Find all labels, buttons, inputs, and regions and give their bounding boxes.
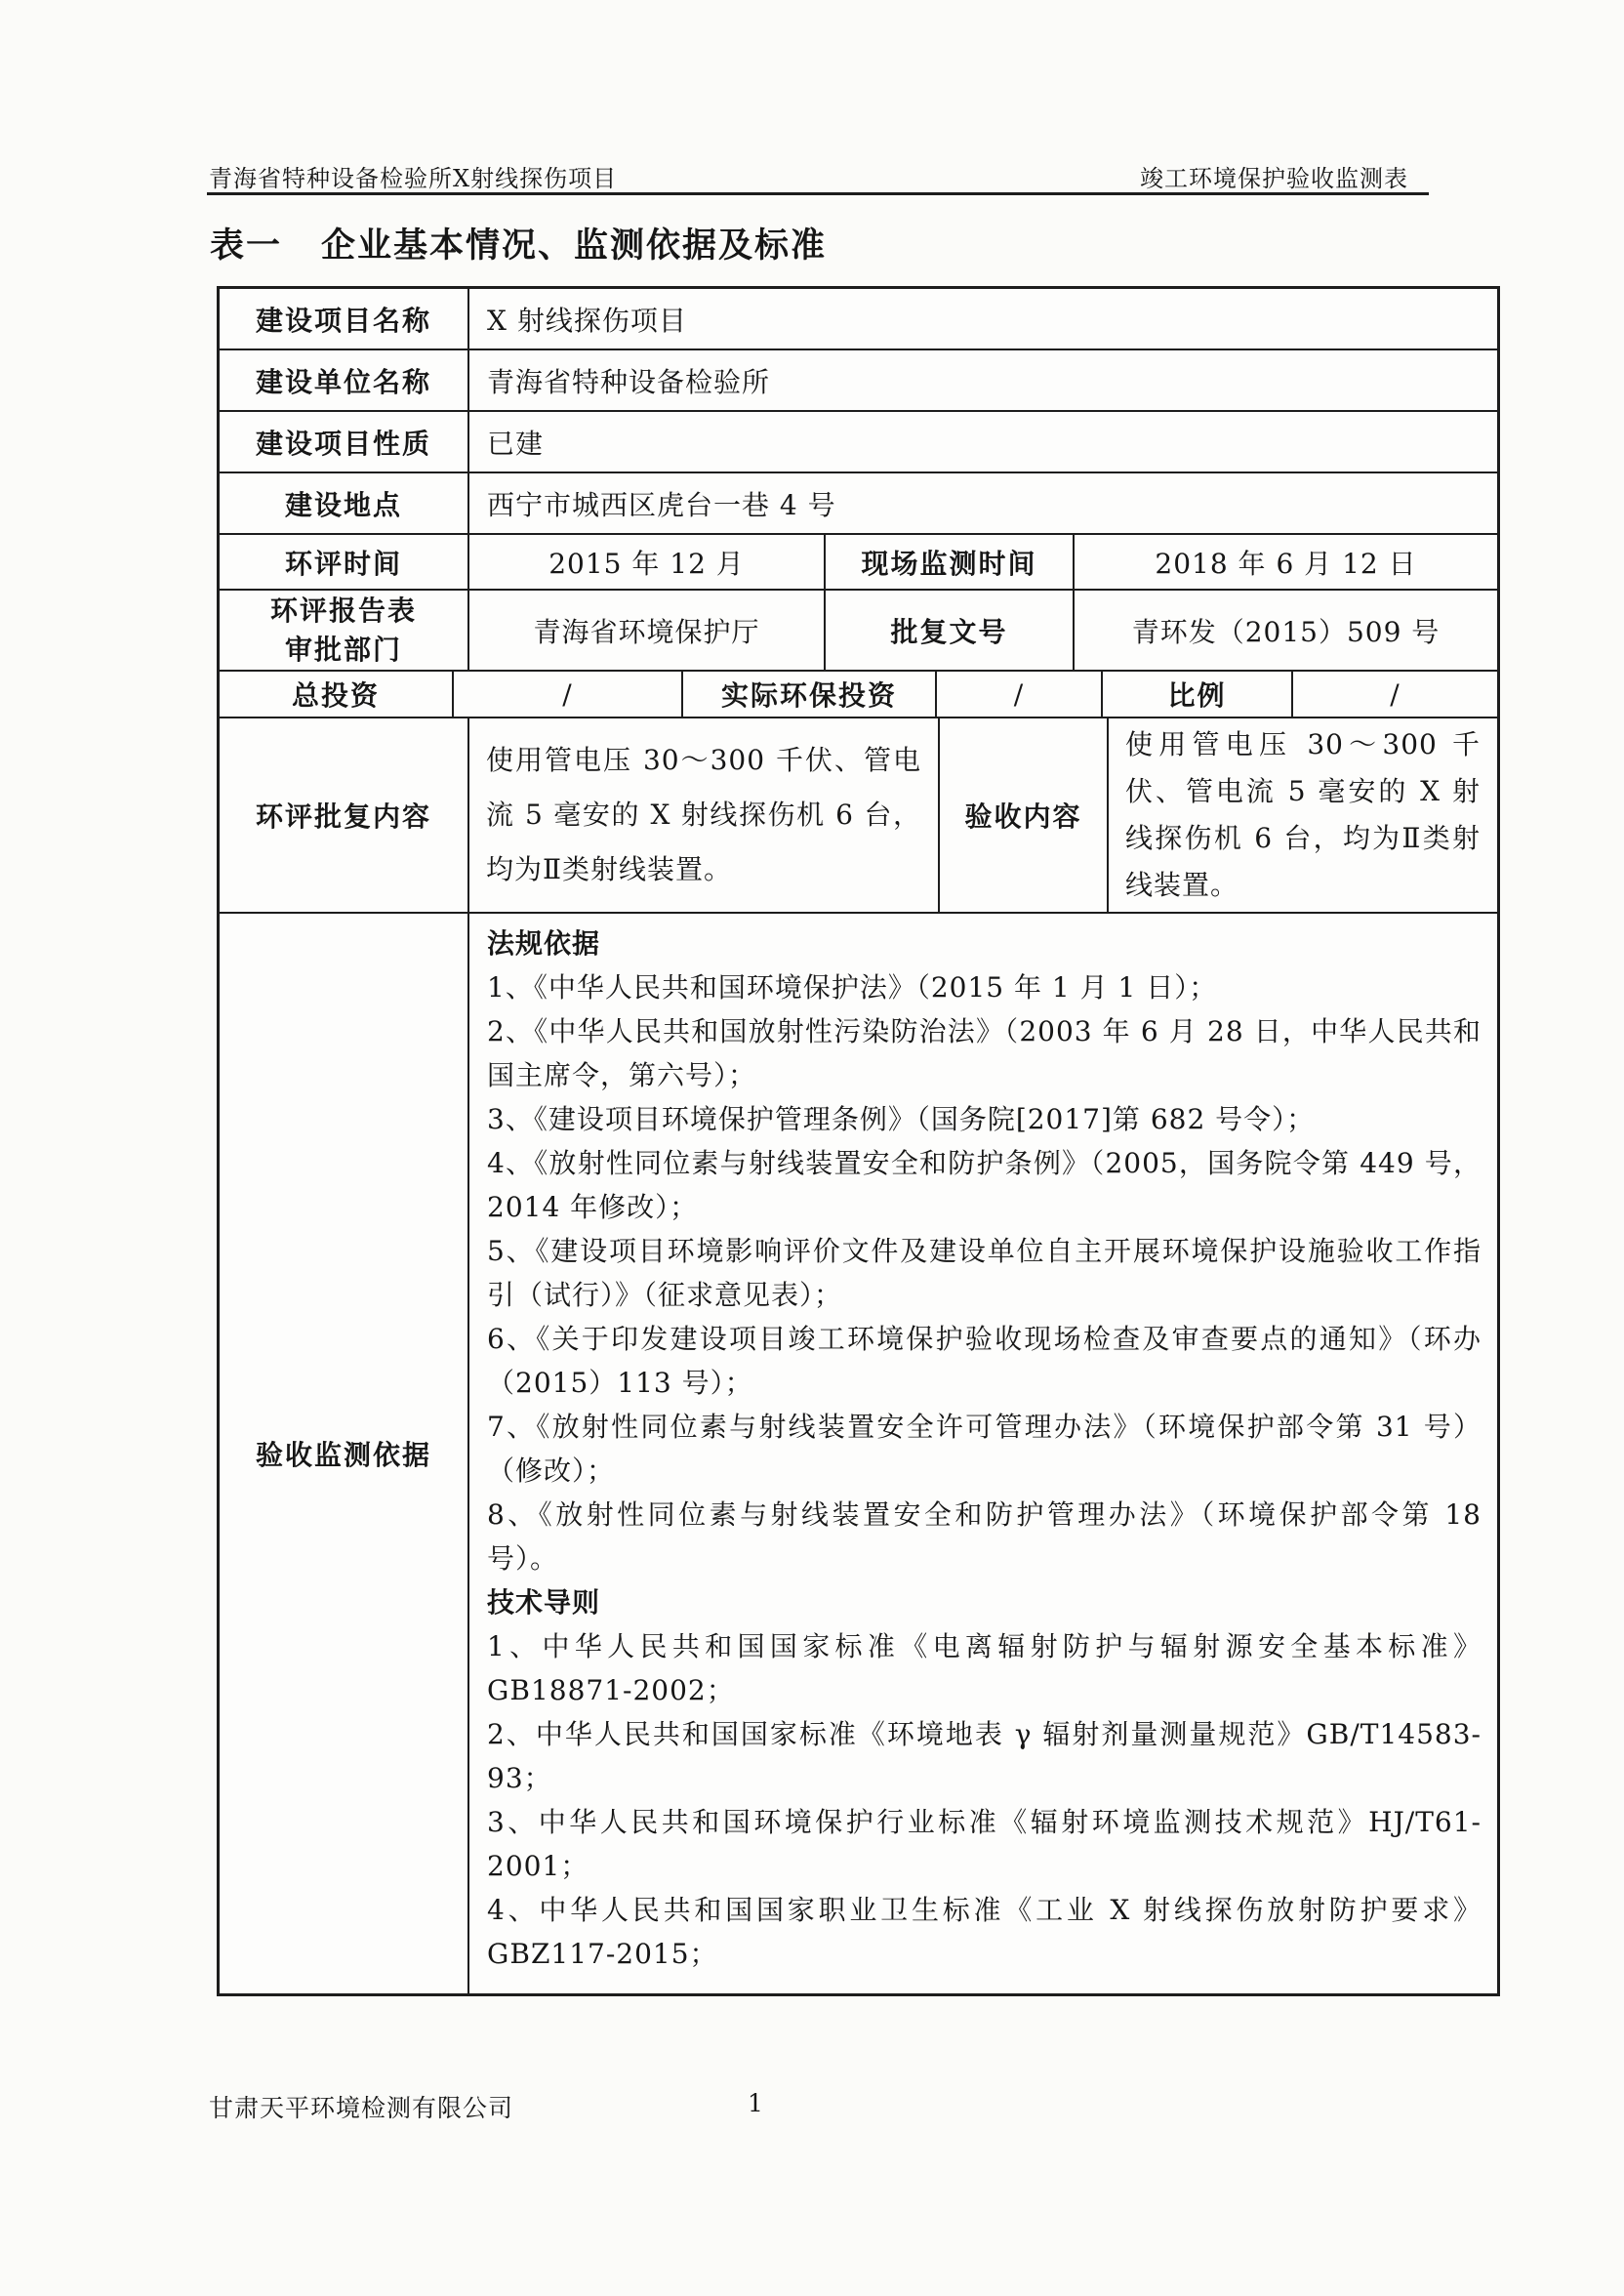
env-investment-value: / xyxy=(937,672,1103,717)
table-row-approval-content xyxy=(220,718,1497,914)
regulation-item-5: 5、《建设项目环境影响评价文件及建设单位自主开展环境保护设施验收工作指引（试行）》（征求意见表）； xyxy=(487,1235,1482,1311)
approval-dept-value: 青海省环境保护厅 xyxy=(469,591,826,670)
page-title xyxy=(210,219,827,267)
table-row-approval-dept xyxy=(220,591,1497,672)
approval-dept-label-line1: 环评报告表 xyxy=(269,594,417,627)
footer-company: 甘肃天平环境检测有限公司 xyxy=(209,2094,514,2122)
regulation-item-8: 8、《放射性同位素与射线装置安全和防护管理办法》（环境保护部令第 18 号）。 xyxy=(487,1498,1482,1575)
approval-dept-label-line2: 审批部门 xyxy=(284,633,402,666)
project-name-label: 建设项目名称 xyxy=(220,289,469,348)
monitoring-time-value: 2018 年 6 月 12 日 xyxy=(1155,547,1417,580)
project-nature-label: 建设项目性质 xyxy=(220,412,469,472)
regulation-item-2: 2、《中华人民共和国放射性污染防治法》（2003 年 6 月 28 日，中华人民共和国主席令，第六号）； xyxy=(487,1015,1482,1091)
regulation-item-1: 1、《中华人民共和国环境保护法》（2015 年 1 月 1 日）； xyxy=(487,971,1218,1004)
project-name-value: X 射线探伤项目 xyxy=(487,304,687,337)
eia-time-value: 2015 年 12 月 xyxy=(469,535,826,589)
approval-doc-value: 青环发（2015）509 号 xyxy=(1131,615,1441,648)
guideline-item-2: 2、中华人民共和国国家标准《环境地表 γ 辐射剂量测量规范》GB/T14583-93； xyxy=(487,1718,1482,1794)
regulation-basis-heading: 法规依据 xyxy=(487,927,601,960)
approval-doc-label: 批复文号 xyxy=(826,591,1075,670)
monitoring-basis-label: 验收监测依据 xyxy=(220,914,469,1993)
eia-approval-content-label: 环评批复内容 xyxy=(220,718,469,912)
env-investment-label: 实际环保投资 xyxy=(683,672,937,717)
guideline-item-3: 3、中华人民共和国环境保护行业标准《辐射环境监测技术规范》HJ/T61-2001； xyxy=(487,1806,1482,1882)
table-row-investment xyxy=(220,672,1497,718)
header-project-name: 青海省特种设备检验所X射线探伤项目 xyxy=(209,165,618,192)
monitoring-time-label: 现场监测时间 xyxy=(826,535,1075,589)
table-row-project-nature xyxy=(220,412,1497,473)
header-doc-type: 竣工环境保护验收监测表 xyxy=(1140,165,1408,192)
footer-page-number: 1 xyxy=(748,2089,763,2117)
regulation-item-4: 4、《放射性同位素与射线装置安全和防护条例》（2005，国务院令第 449 号，2014 年修改）； xyxy=(487,1147,1482,1223)
table-row-eia-time xyxy=(220,535,1497,591)
eia-approval-content-value xyxy=(469,718,940,912)
ratio-label: 比例 xyxy=(1103,672,1293,717)
total-investment-value: / xyxy=(454,672,683,717)
unit-name-value: 青海省特种设备检验所 xyxy=(487,365,771,398)
location-label: 建设地点 xyxy=(220,473,469,533)
table-row-location xyxy=(220,473,1497,535)
header-rule xyxy=(207,192,1429,195)
table-row-project-name xyxy=(220,289,1497,350)
acceptance-content-text: 使用管电压 30～300 千伏、管电流 5 毫安的 X 射线探伤机 6 台，均为Ⅱ类射线装置。 xyxy=(1125,728,1481,901)
total-investment-label: 总投资 xyxy=(220,672,454,717)
page-title-text: 企业基本情况、监测依据及标准 xyxy=(321,226,828,266)
form-table xyxy=(217,286,1500,1996)
monitoring-basis-content xyxy=(469,914,1497,1993)
regulation-item-6: 6、《关于印发建设项目竣工环境保护验收现场检查及审查要点的通知》（环办（2015）113 号）； xyxy=(487,1323,1482,1399)
ratio-value: / xyxy=(1390,677,1401,711)
eia-time-label: 环评时间 xyxy=(220,535,469,589)
regulation-item-7: 7、《放射性同位素与射线装置安全许可管理办法》（环境保护部令第 31 号）（修改）； xyxy=(487,1411,1482,1487)
regulation-item-3: 3、《建设项目环境保护管理条例》（国务院[2017]第 682 号令）； xyxy=(487,1103,1316,1135)
unit-name-label: 建设单位名称 xyxy=(220,350,469,410)
acceptance-content-label: 验收内容 xyxy=(940,718,1109,912)
table-row-monitoring-basis xyxy=(220,914,1497,1993)
table-row-unit-name xyxy=(220,350,1497,412)
guideline-item-1: 1、中华人民共和国国家标准《电离辐射防护与辐射源安全基本标准》GB18871-2002； xyxy=(487,1630,1482,1706)
page-title-number: 表一 xyxy=(210,226,283,266)
acceptance-content-value xyxy=(1109,718,1497,912)
eia-approval-content-text: 使用管电压 30～300 千伏、管电流 5 毫安的 X 射线探伤机 6 台，均为Ⅱ类射线装置。 xyxy=(486,744,921,885)
project-nature-value: 已建 xyxy=(487,427,545,460)
guideline-item-4: 4、中华人民共和国国家职业卫生标准《工业 X 射线探伤放射防护要求》GBZ117-2015； xyxy=(487,1894,1482,1970)
approval-dept-label xyxy=(220,591,469,670)
technical-guideline-heading: 技术导则 xyxy=(487,1586,601,1619)
location-value: 西宁市城西区虎台一巷 4 号 xyxy=(487,488,836,521)
